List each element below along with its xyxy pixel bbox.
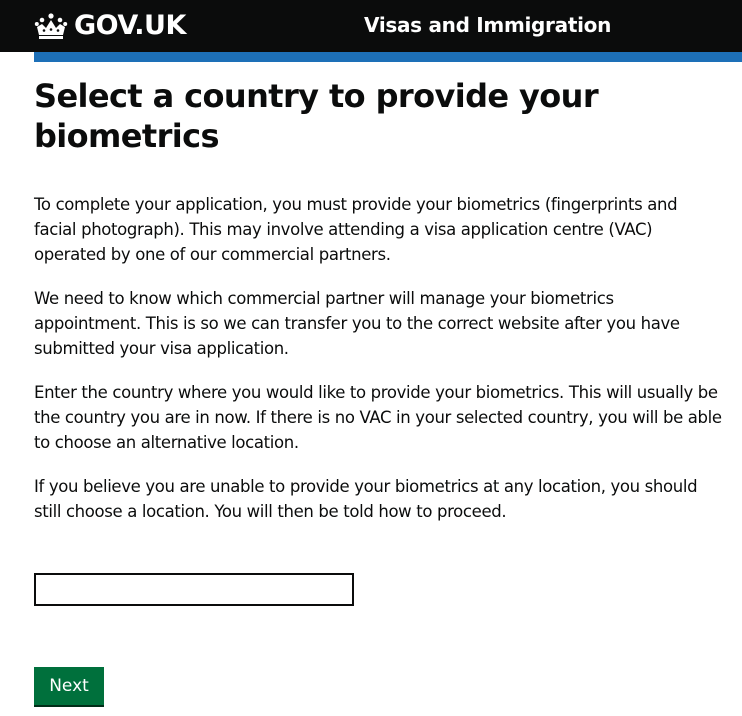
intro-paragraph-3: Enter the country where you would like to provide your biometrics. This will usually be the country you are in now. If there is no VAC in your selected country, you will be able to choose an alternative location. xyxy=(34,383,722,452)
govuk-logo-link[interactable] xyxy=(34,10,186,42)
crown-icon xyxy=(34,11,68,41)
intro-paragraph-2: We need to know which commercial partner will manage your biometrics appointment. This is so we can transfer you to the correct website after you have submitted your visa application. xyxy=(34,289,680,358)
site-header xyxy=(0,0,742,52)
page-title: Select a country to provide your biometrics xyxy=(34,77,599,155)
intro-paragraph-1: To complete your application, you must provide your biometrics (fingerprints and facial photograph). This may involve attending a visa application centre (VAC) operated by one of our commercial partners. xyxy=(34,195,678,264)
logo-text: GOV.UK xyxy=(74,10,186,41)
service-name-link[interactable]: Visas and Immigration xyxy=(364,13,612,37)
country-input[interactable] xyxy=(34,573,354,606)
header-blue-bar xyxy=(34,52,742,62)
intro-paragraph-4: If you believe you are unable to provide your biometrics at any location, you should still choose a location. You will then be told how to proceed. xyxy=(34,477,698,521)
next-button[interactable]: Next xyxy=(34,667,104,705)
